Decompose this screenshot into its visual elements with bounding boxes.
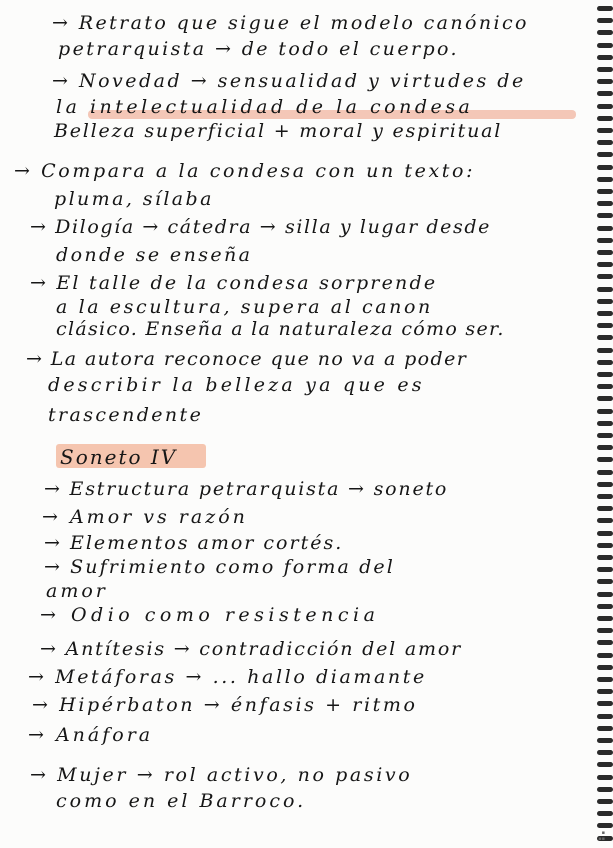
note-line: amor	[46, 580, 108, 602]
spiral-ring	[597, 628, 613, 633]
note-line: clásico. Enseña a la naturaleza cómo ser.	[56, 318, 505, 340]
spiral-ring	[597, 299, 613, 304]
spiral-ring	[597, 726, 613, 731]
spiral-ring	[597, 348, 613, 353]
spiral-ring	[597, 311, 613, 316]
spiral-ring	[597, 457, 613, 462]
spiral-ring	[597, 384, 613, 389]
spiral-ring	[597, 226, 613, 231]
note-line: → Odio como resistencia	[40, 604, 380, 626]
spiral-ring	[597, 445, 613, 450]
spiral-ring	[597, 396, 613, 401]
spiral-ring	[597, 189, 613, 194]
spiral-ring	[597, 518, 613, 523]
note-line: petrarquista → de todo el cuerpo.	[58, 38, 459, 60]
note-line: → Novedad → sensualidad y virtudes de	[52, 70, 526, 92]
note-line: donde se enseña	[56, 244, 253, 266]
spiral-ring	[597, 433, 613, 438]
spiral-ring	[597, 543, 613, 548]
spiral-ring	[597, 250, 613, 255]
spiral-ring	[597, 262, 613, 267]
note-line: como en el Barroco.	[56, 790, 307, 812]
note-line: la intelectualidad de la condesa	[56, 96, 474, 118]
note-line: → Compara a la condesa con un texto:	[14, 160, 476, 182]
spiral-ring	[597, 6, 613, 11]
note-line: → Elementos amor cortés.	[44, 532, 344, 554]
spiral-ring	[597, 592, 613, 597]
spiral-binding	[595, 0, 613, 848]
spiral-ring	[597, 323, 613, 328]
spiral-ring	[597, 91, 613, 96]
spiral-ring	[597, 409, 613, 414]
note-line: → Mujer → rol activo, no pasivo	[30, 764, 413, 786]
spiral-ring	[597, 238, 613, 243]
spiral-ring	[597, 653, 613, 658]
spiral-ring	[597, 787, 613, 792]
spiral-ring	[597, 811, 613, 816]
note-line: → Antítesis → contradicción del amor	[40, 638, 462, 660]
spiral-ring	[597, 287, 613, 292]
spiral-ring	[597, 67, 613, 72]
spiral-ring	[597, 714, 613, 719]
spiral-ring	[597, 689, 613, 694]
spiral-ring	[597, 762, 613, 767]
spiral-ring	[597, 116, 613, 121]
spiral-ring	[597, 506, 613, 511]
spiral-ring	[597, 604, 613, 609]
note-line: → Retrato que sigue el modelo canónico	[52, 12, 529, 34]
spiral-ring	[597, 579, 613, 584]
spiral-ring	[597, 799, 613, 804]
spiral-ring	[597, 531, 613, 536]
spiral-ring	[597, 43, 613, 48]
spiral-ring	[597, 335, 613, 340]
note-line: → Anáfora	[28, 724, 154, 746]
spiral-ring	[597, 494, 613, 499]
note-line: → Hipérbaton → énfasis + ritmo	[32, 694, 418, 716]
note-line: → El talle de la condesa sorprende	[30, 272, 438, 294]
spiral-ring	[597, 152, 613, 157]
note-line: describir la belleza ya que es	[48, 374, 425, 396]
spiral-ring	[597, 616, 613, 621]
note-line: pluma, sílaba	[54, 188, 214, 210]
spiral-ring	[597, 640, 613, 645]
section-heading: Soneto IV	[60, 445, 178, 469]
scanner-watermark-icon: ▪ ▪▪	[598, 830, 605, 842]
note-line: → La autora reconoce que no va a poder	[26, 348, 468, 370]
spiral-ring	[597, 79, 613, 84]
spiral-ring	[597, 177, 613, 182]
spiral-ring	[597, 201, 613, 206]
spiral-ring	[597, 18, 613, 23]
note-line: → Metáforas → ... hallo diamante	[28, 666, 427, 688]
note-line: → Amor vs razón	[42, 506, 248, 528]
spiral-ring	[597, 104, 613, 109]
spiral-ring	[597, 55, 613, 60]
note-line: a la escultura, supera al canon	[56, 296, 433, 318]
spiral-ring	[597, 555, 613, 560]
note-line: → Dilogía → cátedra → silla y lugar desde	[30, 216, 491, 238]
spiral-ring	[597, 372, 613, 377]
spiral-ring	[597, 738, 613, 743]
spiral-ring	[597, 750, 613, 755]
spiral-ring	[597, 567, 613, 572]
spiral-ring	[597, 360, 613, 365]
note-line: → Estructura petrarquista → soneto	[44, 478, 449, 500]
spiral-ring	[597, 213, 613, 218]
spiral-ring	[597, 165, 613, 170]
spiral-ring	[597, 128, 613, 133]
spiral-ring	[597, 482, 613, 487]
spiral-ring	[597, 677, 613, 682]
spiral-ring	[597, 665, 613, 670]
spiral-ring	[597, 30, 613, 35]
note-line: → Sufrimiento como forma del	[44, 556, 395, 578]
spiral-ring	[597, 470, 613, 475]
spiral-ring	[597, 775, 613, 780]
spiral-ring	[597, 421, 613, 426]
note-line: Belleza superficial + moral y espiritual	[54, 120, 503, 142]
spiral-ring	[597, 274, 613, 279]
spiral-ring	[597, 701, 613, 706]
note-line: trascendente	[48, 404, 204, 426]
spiral-ring	[597, 140, 613, 145]
spiral-ring	[597, 823, 613, 828]
